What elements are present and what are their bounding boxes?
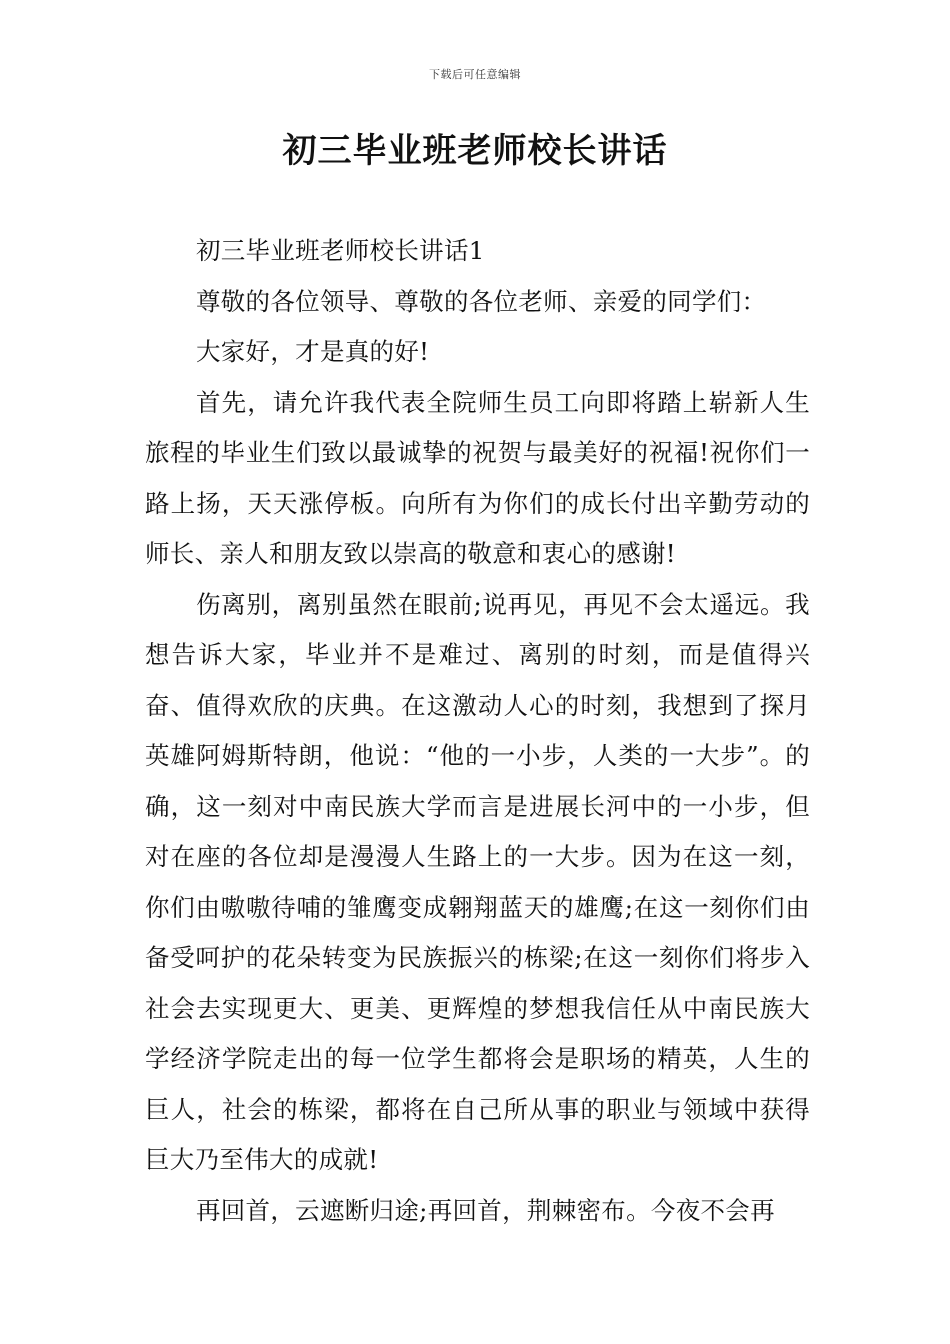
paragraph-salutation: 尊敬的各位领导、尊敬的各位老师、亲爱的同学们： [195,286,767,316]
paragraph-congratulations: 首先，请允许我代表全院师生员工向即将踏上崭新人生旅程的毕业生们致以最诚挚的祝贺与最美好的祝福!祝你们一路上扬，天天涨停板。向所有为你们的成长付出辛勤劳动的师长、亲人和朋友致以崇高的敬意和衷心的感谢! [145,387,810,568]
header-note: 下载后可任意编辑 [429,68,521,81]
document-title: 初三毕业班老师校长讲话 [282,131,668,171]
paragraph-greeting: 大家好，才是真的好! [195,337,430,366]
paragraph-subtitle: 初三毕业班老师校长讲话1 [195,236,485,265]
document-body [145,226,810,1236]
paragraph-looking-back: 再回首，云遮断归途;再回首，荆棘密布。今夜不会再 [195,1195,775,1225]
paragraph-farewell: 伤离别，离别虽然在眼前;说再见，再见不会太遥远。我想告诉大家，毕业并不是难过、离别的时刻，而是值得兴奋、值得欢欣的庆典。在这激动人心的时刻，我想到了探月英雄阿姆斯特朗，他说：“他的一小步，人类的一大步”。的确，这一刻对中南民族大学而言是进展长河中的一小步，但对在座的各位却是漫漫人生路上的一大步。因为在这一刻，你们由嗷嗷待哺的雏鹰变成翱翔蓝天的雄鹰;在这一刻你们由备受呵护的花朵转变为民族振兴的栋梁;在这一刻你们将步入社会去实现更大、更美、更辉煌的梦想我信任从中南民族大学经济学院走出的每一位学生都将会是职场的精英，人生的巨人，社会的栋梁，都将在自己所从事的职业与领域中获得巨大乃至伟大的成就! [145,589,810,1174]
